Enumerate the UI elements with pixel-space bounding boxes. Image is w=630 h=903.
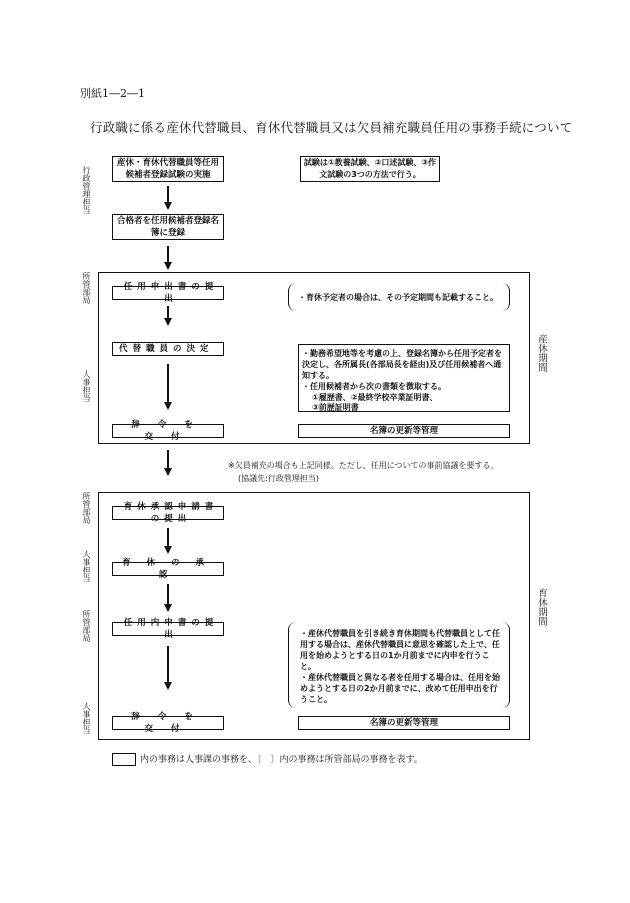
decide-note-3: ①履歴書、②最終学校卒業証明書、: [312, 393, 438, 402]
exam-box: 産休・育休代替職員等任用候補者登録試験の実施: [112, 156, 224, 182]
label-dept-1: 所管部局: [82, 272, 91, 304]
decide-note-1: ・勤務希望地等を考慮の上、登録名簿から任用予定者を決定し、各所属長(各部局長を経由)及び任用候補者へ通知する。: [302, 349, 502, 380]
decide-box: 代替職員の決定: [112, 342, 224, 356]
page-title: 行政職に係る産休代替職員、育休代替職員又は欠員補充職員任用の事務手続について: [90, 120, 573, 135]
appoint-box-2: 辞令を交付: [112, 716, 224, 730]
label-dept-3: 所管部局: [82, 610, 91, 642]
legend-box-icon: [112, 753, 136, 766]
maternity-period-label: 産休期間: [536, 334, 547, 372]
exam-note-box: 試験は①教養試験、②口述試験、③作文試験の3つの方法で行う。: [300, 156, 440, 182]
childcare-approval-box: 育休の承認: [112, 562, 224, 576]
legend-text: 内の事務は人事課の事務を、〔 〕内の事務は所管部局の事務を表す。: [140, 755, 423, 765]
appoint-note-2: ・産休代替職員と異なる者を任用する場合は、任用を始めようとする日の2か月前までに、改めて任用申出を行うこと。: [300, 673, 500, 704]
label-hr-3: 人事担当: [82, 702, 91, 734]
childcare-request-box: 育休承認申請書の提出: [112, 506, 224, 520]
apply-note: ・育休予定者の場合は、その予定期間も記載すること。: [298, 293, 498, 302]
legend: [112, 752, 423, 766]
register-box: 合格者を任用候補者登録名簿に登録: [112, 214, 224, 240]
label-admin: 行政管理担当: [82, 166, 91, 214]
childcare-period-label: 育休期間: [536, 588, 547, 626]
appoint-request-box: 任用内申書の提出: [112, 622, 224, 636]
apply-box: 任用申出書の提出: [112, 286, 224, 300]
document-reference: 別紙1―2―1: [80, 87, 145, 100]
label-dept-2: 所管部局: [82, 492, 91, 524]
vacancy-note-1: ※欠員補充の場合も上記同様。ただし、任用についての事前協議を要する。: [228, 461, 499, 470]
decide-note-4: ③前歴証明書: [312, 403, 359, 412]
label-hr-1: 人事担当: [82, 370, 91, 402]
appoint-note-1: ・産休代替職員を引き続き育休期間も代替職員として任用する場合は、産休代替職員に意思を確認した上で、任用を始めようとする日の1か月前までに内申を行うこと。: [300, 629, 500, 671]
update-box-2: 名簿の更新等管理: [298, 716, 510, 730]
appoint-box-1: 辞令を交付: [112, 424, 224, 438]
label-hr-2: 人事担当: [82, 550, 91, 582]
decide-note-2: ・任用候補者から次の書類を徴取する。: [302, 382, 446, 391]
vacancy-note-2: (協議先:行政管理担当): [238, 474, 319, 483]
update-box-1: 名簿の更新等管理: [298, 424, 510, 438]
